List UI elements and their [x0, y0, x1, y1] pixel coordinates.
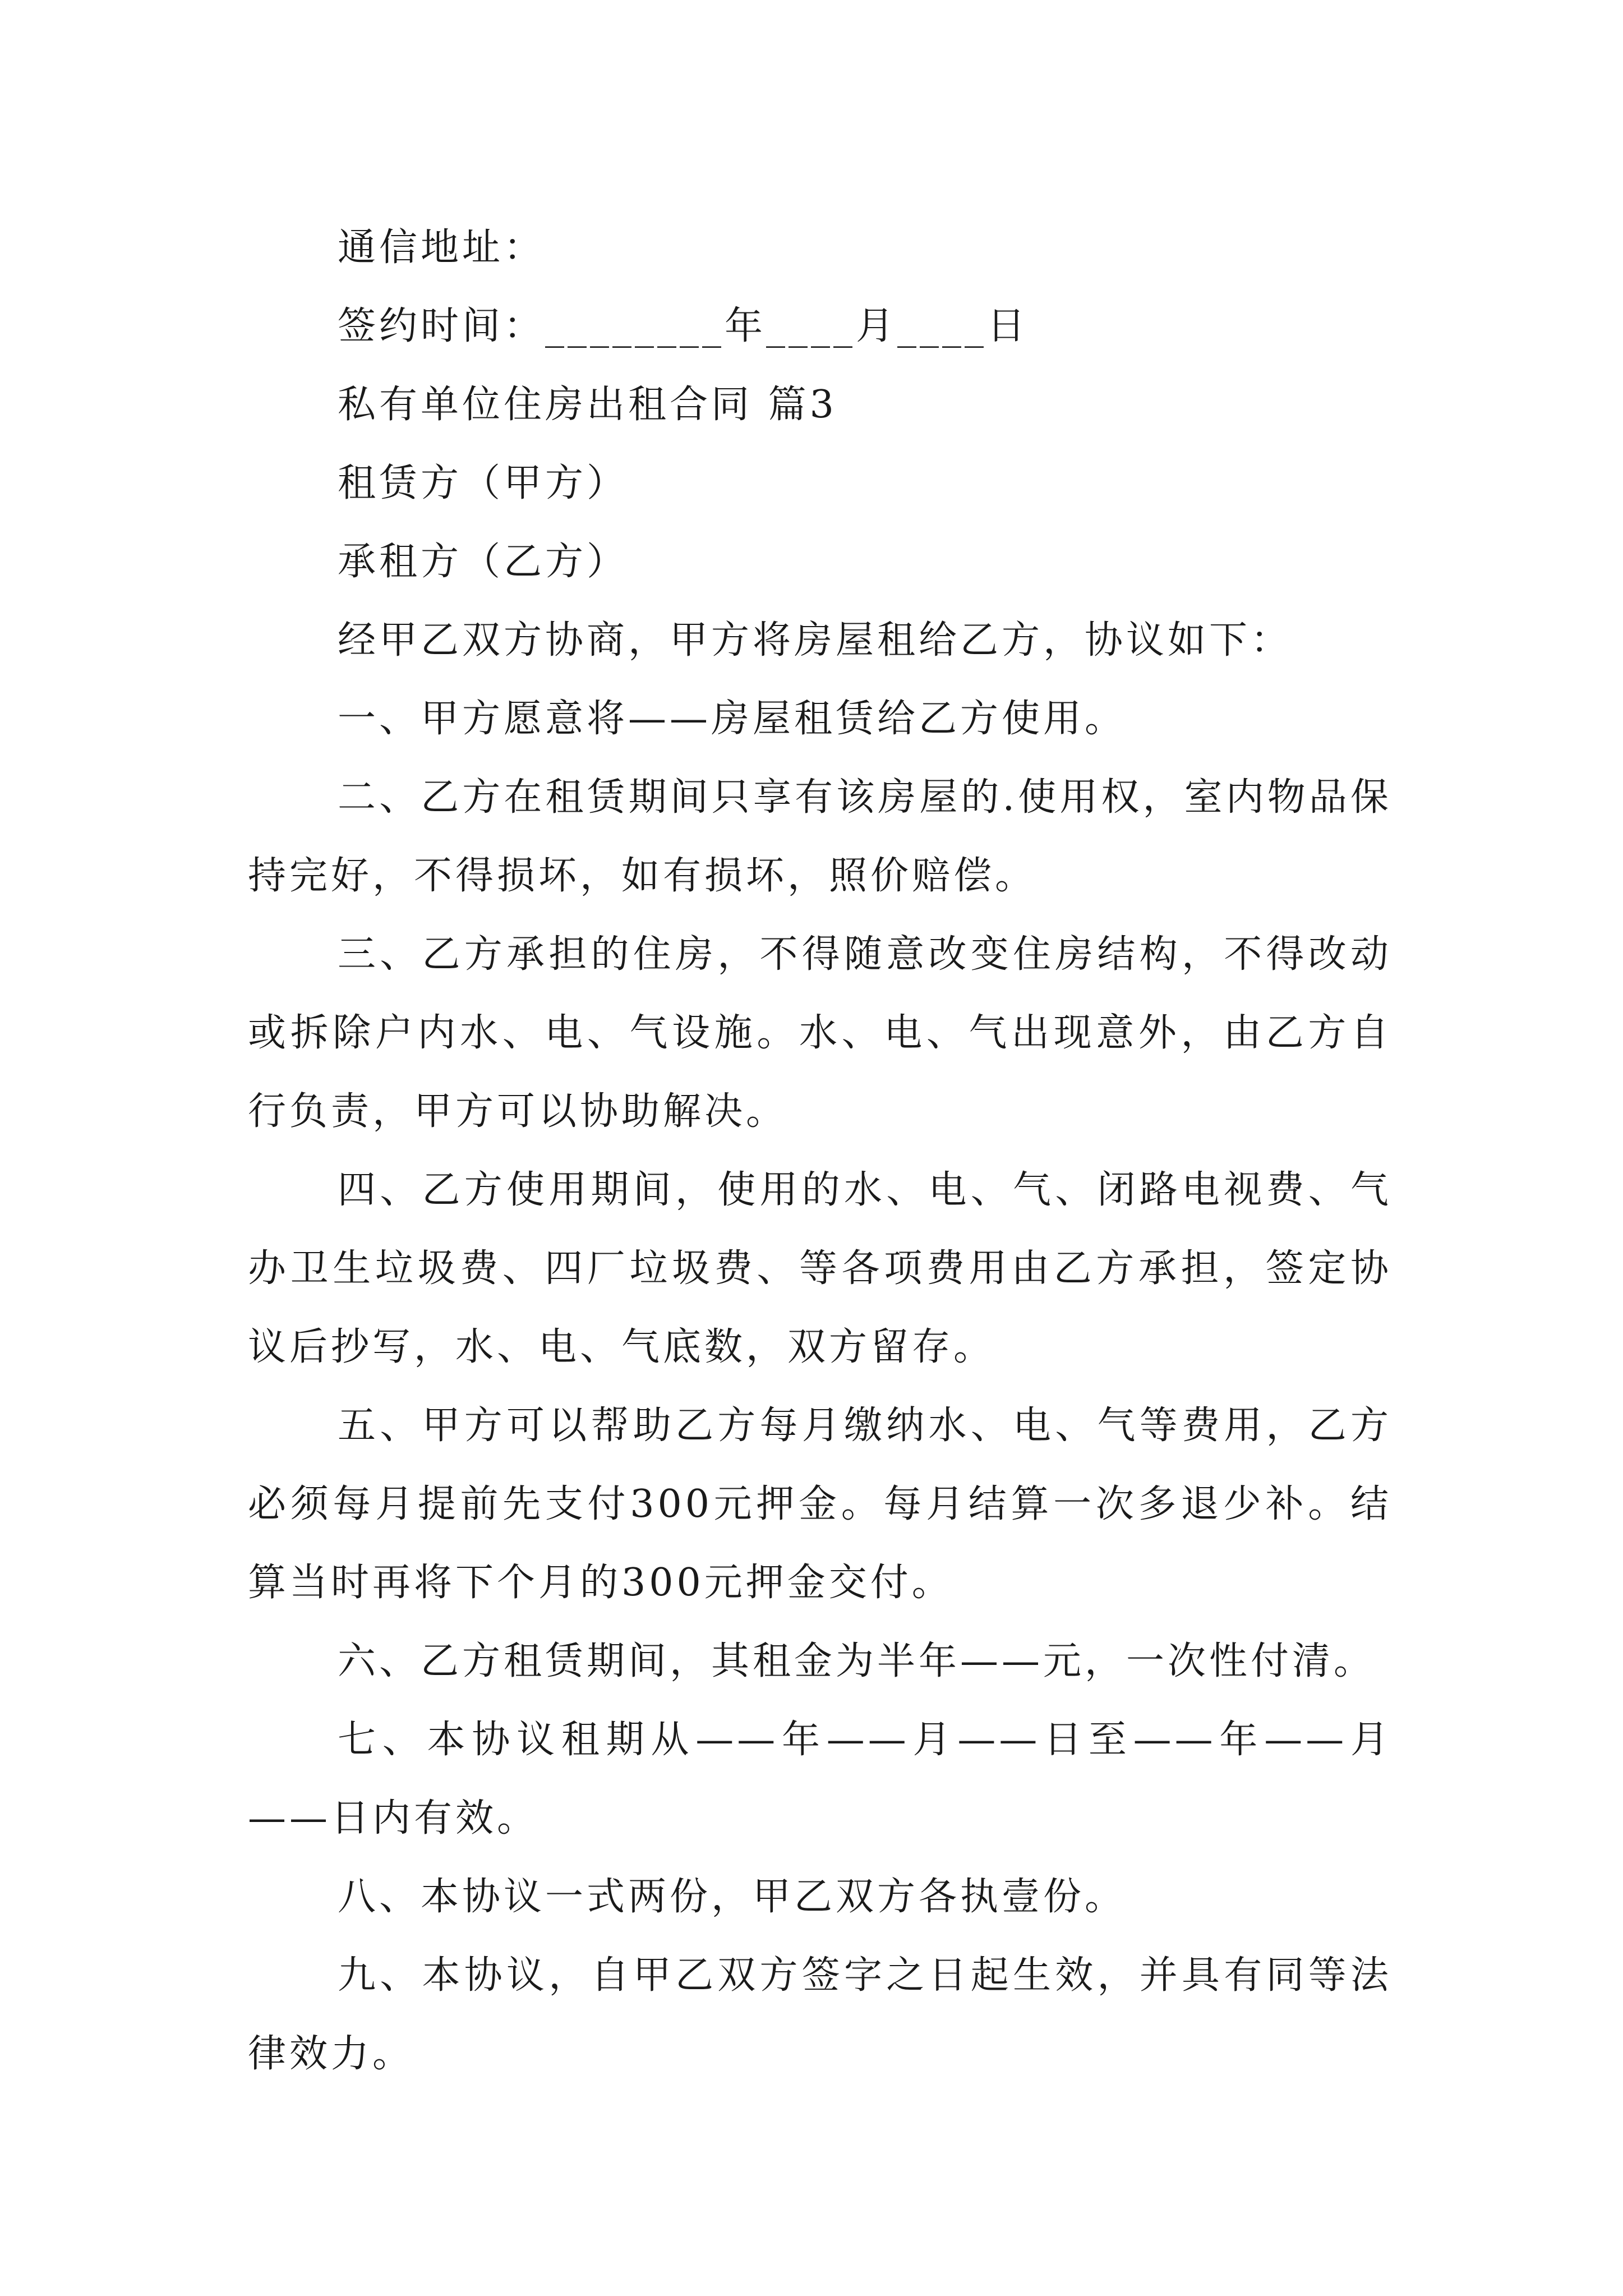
clause-8: 八、本协议一式两份，甲乙双方各执壹份。 — [338, 1875, 1127, 1919]
agreement-intro: 经甲乙双方协商，甲方将房屋租给乙方，协议如下： — [338, 618, 1293, 662]
lessor-line: 租赁方（甲方） — [338, 461, 629, 505]
lessee-line: 承租方（乙方） — [338, 540, 629, 584]
address-line: 通信地址： — [338, 226, 546, 270]
contract-title: 私有单位住房出租合同 篇3 — [338, 383, 837, 427]
clause-3: 三、乙方承担的住房，不得随意改变住房结构，不得改动或拆除户内水、电、气设施。水、电、气出现意外，由乙方自行负责，甲方可以协助解决。 — [248, 932, 1392, 1134]
clause-5: 五、甲方可以帮助乙方每月缴纳水、电、气等费用，乙方必须每月提前先支付300元押金。每月结算一次多退少补。结算当时再将下个月的300元押金交付。 — [248, 1404, 1392, 1605]
signing-date-line: 签约时间：________年____月____日 — [338, 304, 1029, 348]
document-body — [248, 209, 1392, 2093]
clause-6: 六、乙方租赁期间，其租金为半年——元，一次性付清。 — [338, 1639, 1376, 1683]
clause-7: 七、本协议租期从——年——月——日至——年——月——日内有效。 — [248, 1718, 1392, 1841]
clause-1: 一、甲方愿意将——房屋租赁给乙方使用。 — [338, 697, 1127, 741]
clause-2: 二、乙方在租赁期间只享有该房屋的.使用权，室内物品保持完好，不得损坏，如有损坏，照价赔偿。 — [248, 775, 1392, 898]
clause-4: 四、乙方使用期间，使用的水、电、气、闭路电视费、气办卫生垃圾费、四厂垃圾费、等各项费用由乙方承担，签定协议后抄写，水、电、气底数，双方留存。 — [248, 1168, 1392, 1369]
clause-9: 九、本协议，自甲乙双方签字之日起生效，并具有同等法律效力。 — [248, 1953, 1392, 2076]
